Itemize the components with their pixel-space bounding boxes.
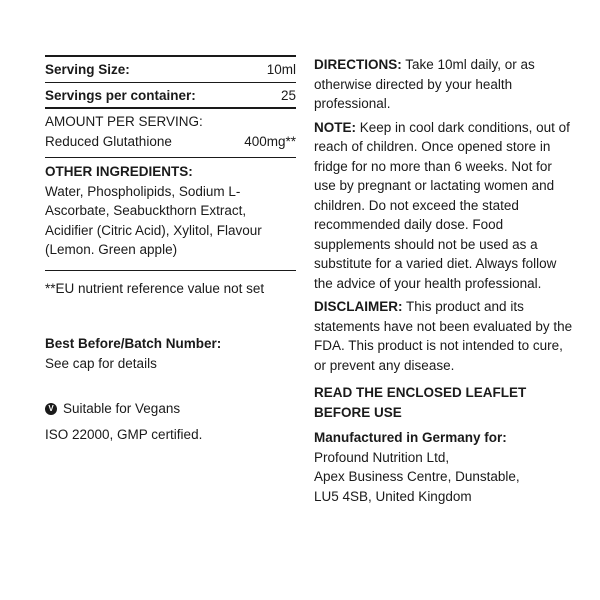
disclaimer xyxy=(314,297,576,375)
disclaimer-label: DISCLAIMER: xyxy=(314,299,403,314)
serving-size-value: 10ml xyxy=(266,62,296,77)
directions-text: Take 10ml daily, or as otherwise directed by your health professional. xyxy=(314,57,535,111)
note xyxy=(314,118,576,294)
manufacturer-label: Manufactured in Germany for: xyxy=(314,430,507,445)
manufacturer-line-1: Profound Nutrition Ltd, xyxy=(314,449,450,465)
servings-row xyxy=(45,83,296,108)
footnote: **EU nutrient reference value not set xyxy=(45,280,265,296)
ingredient-amount: 400mg** xyxy=(244,133,296,149)
servings-label: Servings per container: xyxy=(45,87,196,103)
serving-size-row xyxy=(45,57,296,82)
ingredient-name: Reduced Glutathione xyxy=(45,133,172,149)
amount-header: AMOUNT PER SERVING: xyxy=(45,114,203,129)
ingredient-row xyxy=(45,132,296,158)
best-before-label: Best Before/Batch Number: xyxy=(45,336,222,351)
left-column xyxy=(45,55,296,444)
best-before-text: See cap for details xyxy=(45,355,157,371)
vegan-icon: V xyxy=(45,403,57,415)
facts-divider-2 xyxy=(45,157,296,158)
leaflet-notice: READ THE ENCLOSED LEAFLET BEFORE USE xyxy=(314,385,527,420)
other-ingredients-text: Water, Phospholipids, Sodium L-Ascorbate, Seabuckthorn Extract, Acidifier (Citric Acid), Xylitol, Flavour (Lemon. Green apple) xyxy=(45,183,262,257)
facts-bottom-rule xyxy=(45,270,296,271)
manufacturer-line-3: LU5 4SB, United Kingdom xyxy=(314,488,472,504)
disclaimer-text: This product and its statements have not been evaluated by the FDA. This product is not intended to cure, or prevent any disease. xyxy=(314,299,573,373)
certification: ISO 22000, GMP certified. xyxy=(45,426,203,442)
manufacturer-line-2: Apex Business Centre, Dunstable, xyxy=(314,469,520,484)
note-text: Keep in cool dark conditions, out of reach of children. Once opened store in fridge for no more than 6 weeks. Not for use by pregnant or lactating women and children. Do not exceed the stated recommended daily dose. Food supplements should not be used as a substitute for a varied diet. Always follow the advice of your health professional. xyxy=(314,119,570,291)
directions xyxy=(314,55,576,114)
vegan-line xyxy=(45,399,296,419)
servings-value: 25 xyxy=(280,87,296,103)
serving-size-label: Serving Size: xyxy=(45,62,130,77)
note-label: NOTE: xyxy=(314,119,356,135)
directions-label: DIRECTIONS: xyxy=(314,57,402,72)
vegan-text: Suitable for Vegans xyxy=(63,401,181,416)
right-column xyxy=(314,55,576,506)
other-ingredients-header: OTHER INGREDIENTS: xyxy=(45,164,193,179)
